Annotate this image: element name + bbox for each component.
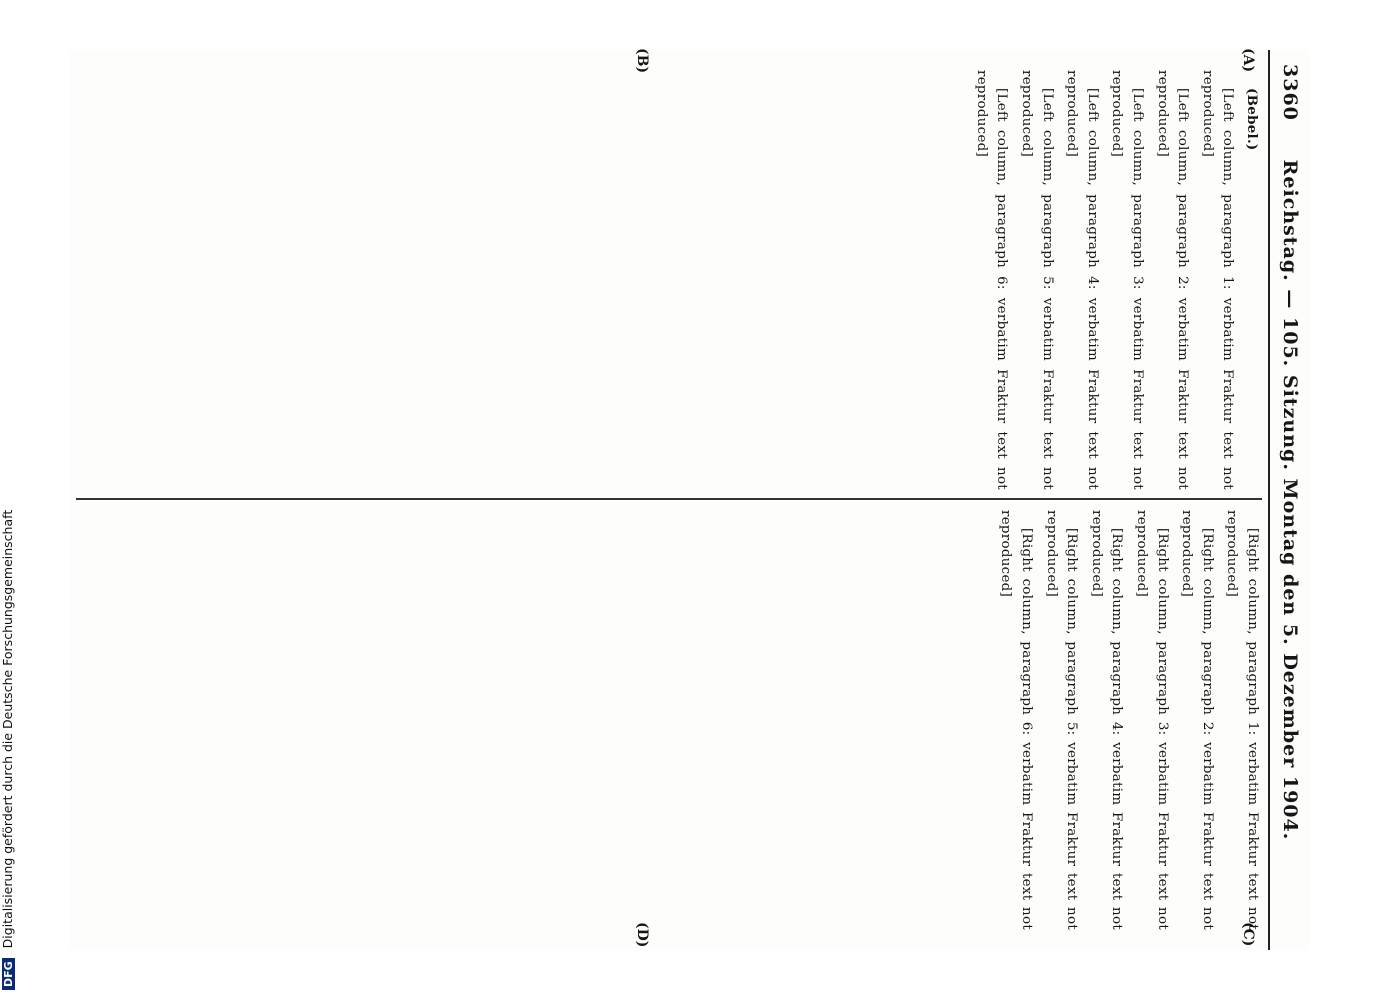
paragraph: [Right column, paragraph 6: verbatim Fraktur text not reproduced] [998,510,1035,930]
dfg-logo: DFG [2,958,15,990]
margin-marker-d: (D) [634,922,650,948]
left-column [76,70,1262,490]
running-title: Reichstag. — 105. Sitzung. Montag den 5. Dezember 1904. [1279,159,1301,841]
paragraph: [Right column, paragraph 1: verbatim Fraktur text not reproduced] [1224,510,1260,930]
right-column [76,510,1262,930]
paragraph: [Left column, paragraph 6: verbatim Fraktur text not reproduced] [973,70,1010,490]
paragraph: [Left column, paragraph 5: verbatim Fraktur text not reproduced] [1019,70,1055,490]
paragraph: [Right column, paragraph 2: verbatim Fraktur text not reproduced] [1179,510,1215,930]
column-divider [76,498,1262,500]
margin-marker-c: (C) [1240,922,1256,947]
margin-marker-a: (A) [1240,48,1256,73]
paragraph: [Left column, paragraph 3: verbatim Fraktur text not reproduced] [1109,70,1146,490]
paragraph: [Left column, paragraph 2: verbatim Fraktur text not reproduced] [1154,70,1191,490]
paragraph: [Right column, paragraph 3: verbatim Fraktur text not reproduced] [1134,510,1170,930]
header-rule [1268,50,1270,950]
scanned-page [70,50,1310,950]
speaker-name: (Bebel.) [1244,88,1260,151]
paragraph: [Left column, paragraph 1: verbatim Fraktur text not reproduced] [1199,70,1236,490]
page-number: 3360 [1279,64,1301,121]
paragraph: [Left column, paragraph 4: verbatim Fraktur text not reproduced] [1064,70,1100,490]
paragraph: [Right column, paragraph 4: verbatim Fraktur text not reproduced] [1088,510,1125,930]
credit-text: Digitalisierung gefördert durch die Deutsche Forschungsgemeinschaft [0,509,15,949]
margin-marker-b: (B) [634,48,650,74]
page-header [1270,50,1310,950]
digitization-credit [0,0,20,990]
paragraph: [Right column, paragraph 5: verbatim Fraktur text not reproduced] [1043,510,1080,930]
